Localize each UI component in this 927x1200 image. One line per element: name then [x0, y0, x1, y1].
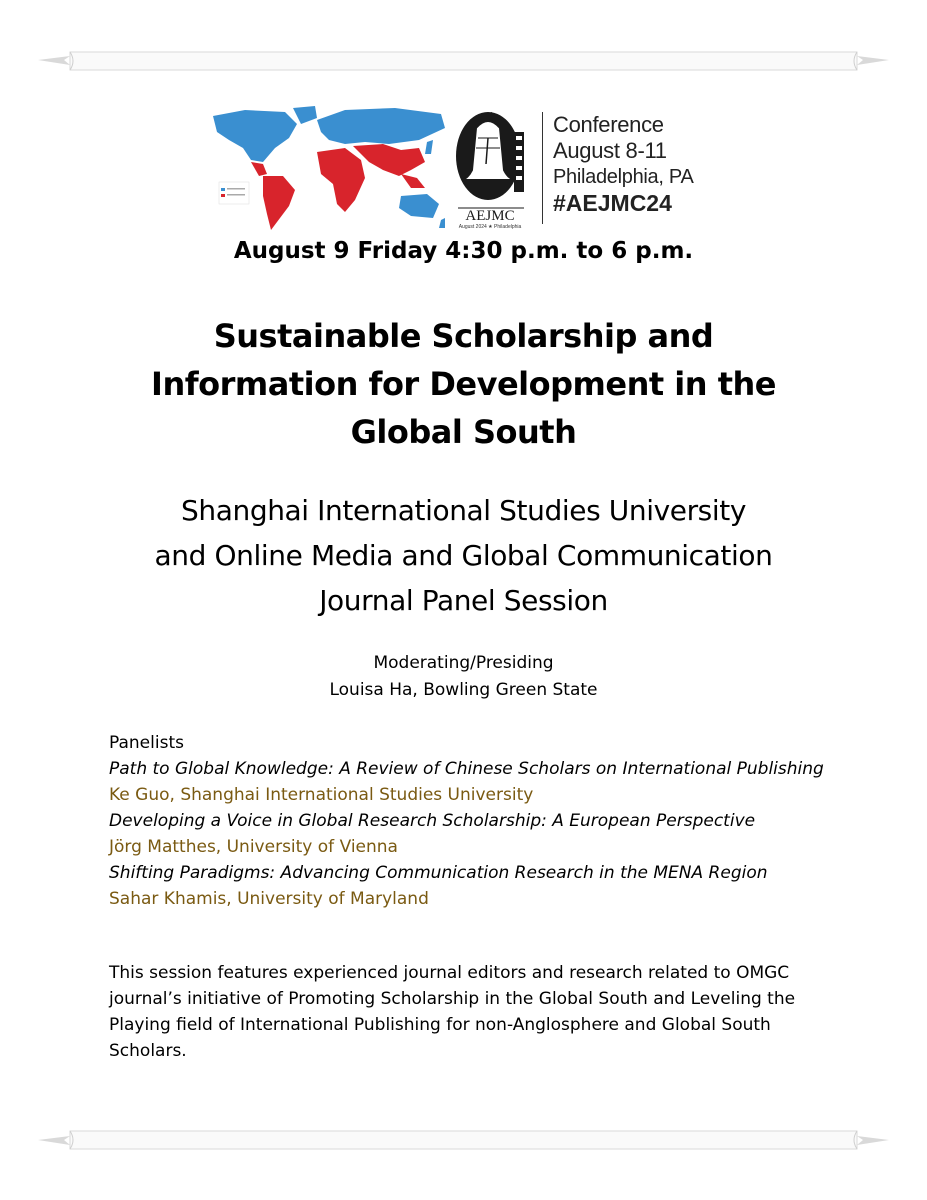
session-title: [0, 312, 927, 456]
panelist-name: Ke Guo, Shanghai International Studies University: [109, 785, 534, 805]
panelists-block: [109, 730, 829, 912]
logo-caption: August 2024 ★ Philadelphia: [458, 224, 522, 230]
title-line: Sustainable Scholarship and: [213, 317, 714, 355]
liberty-bell-logo: [452, 108, 530, 230]
conference-dates: August 8-11: [553, 138, 667, 163]
conference-hashtag: #AEJMC24: [553, 190, 672, 216]
subtitle-line: Journal Panel Session: [319, 584, 608, 617]
conference-city: Philadelphia, PA: [553, 166, 694, 188]
paper-title: Path to Global Knowledge: A Review of Chinese Scholars on International Publishing: [109, 759, 824, 779]
session-description: This session features experienced journal editors and research related to OMGC journal’s initiative of Promoting Scholarship in the Global South and Leveling the Playing field of International Publishing for non-Anglosphere and Global South Scholars.: [109, 963, 796, 1061]
panelist-name: Jörg Matthes, University of Vienna: [109, 837, 398, 857]
conference-banner: [205, 104, 694, 232]
conference-info: [542, 112, 703, 224]
conference-label: Conference: [553, 112, 664, 137]
bottom-scroll-border: [0, 1126, 927, 1156]
paper-title: Shifting Paradigms: Advancing Communication Research in the MENA Region: [109, 863, 768, 883]
title-line: Information for Development in the: [151, 365, 776, 403]
world-map-north-south-image: [205, 104, 450, 232]
moderator-block: [0, 650, 927, 704]
panelist-name: Sahar Khamis, University of Maryland: [109, 889, 429, 909]
session-subtitle: [0, 488, 927, 623]
subtitle-line: and Online Media and Global Communication: [154, 539, 773, 572]
panelists-label: Panelists: [109, 733, 184, 753]
moderator-name: Louisa Ha, Bowling Green State: [329, 680, 598, 700]
top-scroll-border: [0, 44, 927, 74]
aejmc-logo-text: AEJMC: [465, 208, 515, 224]
moderator-label: Moderating/Presiding: [373, 653, 554, 673]
title-line: Global South: [350, 413, 577, 451]
paper-title: Developing a Voice in Global Research Scholarship: A European Perspective: [109, 811, 756, 831]
session-datetime: August 9 Friday 4:30 p.m. to 6 p.m.: [233, 238, 694, 264]
subtitle-line: Shanghai International Studies University: [181, 494, 746, 527]
